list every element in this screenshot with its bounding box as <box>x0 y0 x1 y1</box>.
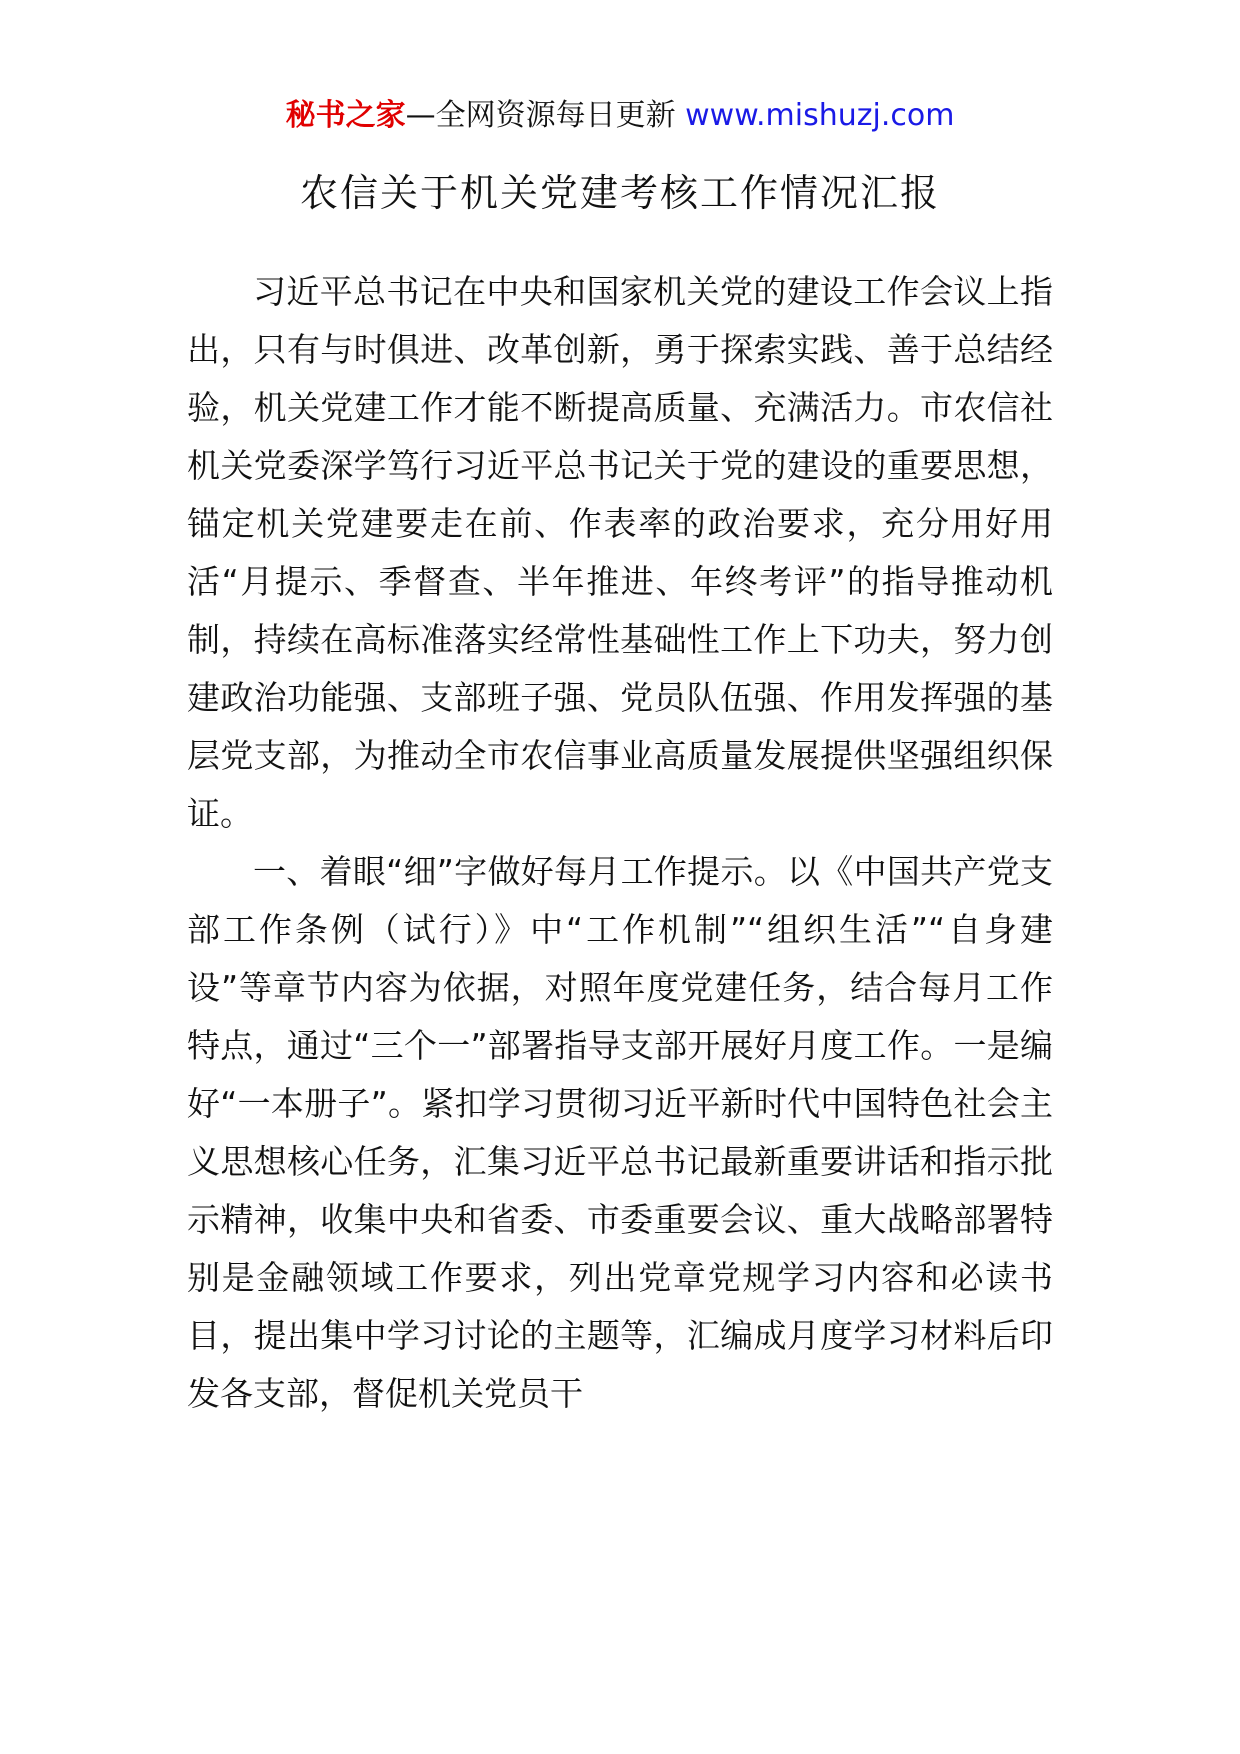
paragraph-intro: 习近平总书记在中央和国家机关党的建设工作会议上指出，只有与时俱进、改革创新，勇于探索实践、善于总结经验，机关党建工作才能不断提高质量、充满活力。市农信社机关党委深学笃行习近平总书记关于党的建设的重要思想，锚定机关党建要走在前、作表率的政治要求，充分用好用活“月提示、季督查、半年推进、年终考评”的指导推动机制，持续在高标准落实经常性基础性工作上下功夫，努力创建政治功能强、支部班子强、党员队伍强、作用发挥强的基层党支部，为推动全市农信事业高质量发展提供坚强组织保证。 <box>187 272 1053 833</box>
site-header <box>0 96 1240 136</box>
document-title: 农信关于机关党建考核工作情况汇报 <box>299 171 940 215</box>
document-body <box>187 263 1053 1423</box>
site-url-link[interactable]: www.mishuzj.com <box>685 98 955 133</box>
paragraph-section-one: 一、着眼“细”字做好每月工作提示。以《中国共产党支部工作条例（试行）》中“工作机制”“组织生活”“自身建设”等章节内容为依据，对照年度党建任务，结合每月工作特点，通过“三个一”部署指导支部开展好月度工作。一是编好“一本册子”。紧扣学习贯彻习近平新时代中国特色社会主义思想核心任务，汇集习近平总书记最新重要讲话和指示批示精神，收集中央和省委、市委重要会议、重大战略部署特别是金融领域工作要求，列出党章党规学习内容和必读书目，提出集中学习讨论的主题等，汇编成月度学习材料后印发各支部，督促机关党员干 <box>187 852 1053 1413</box>
site-slogan: —全网资源每日更新 <box>405 98 676 133</box>
site-brand: 秘书之家 <box>285 98 406 133</box>
